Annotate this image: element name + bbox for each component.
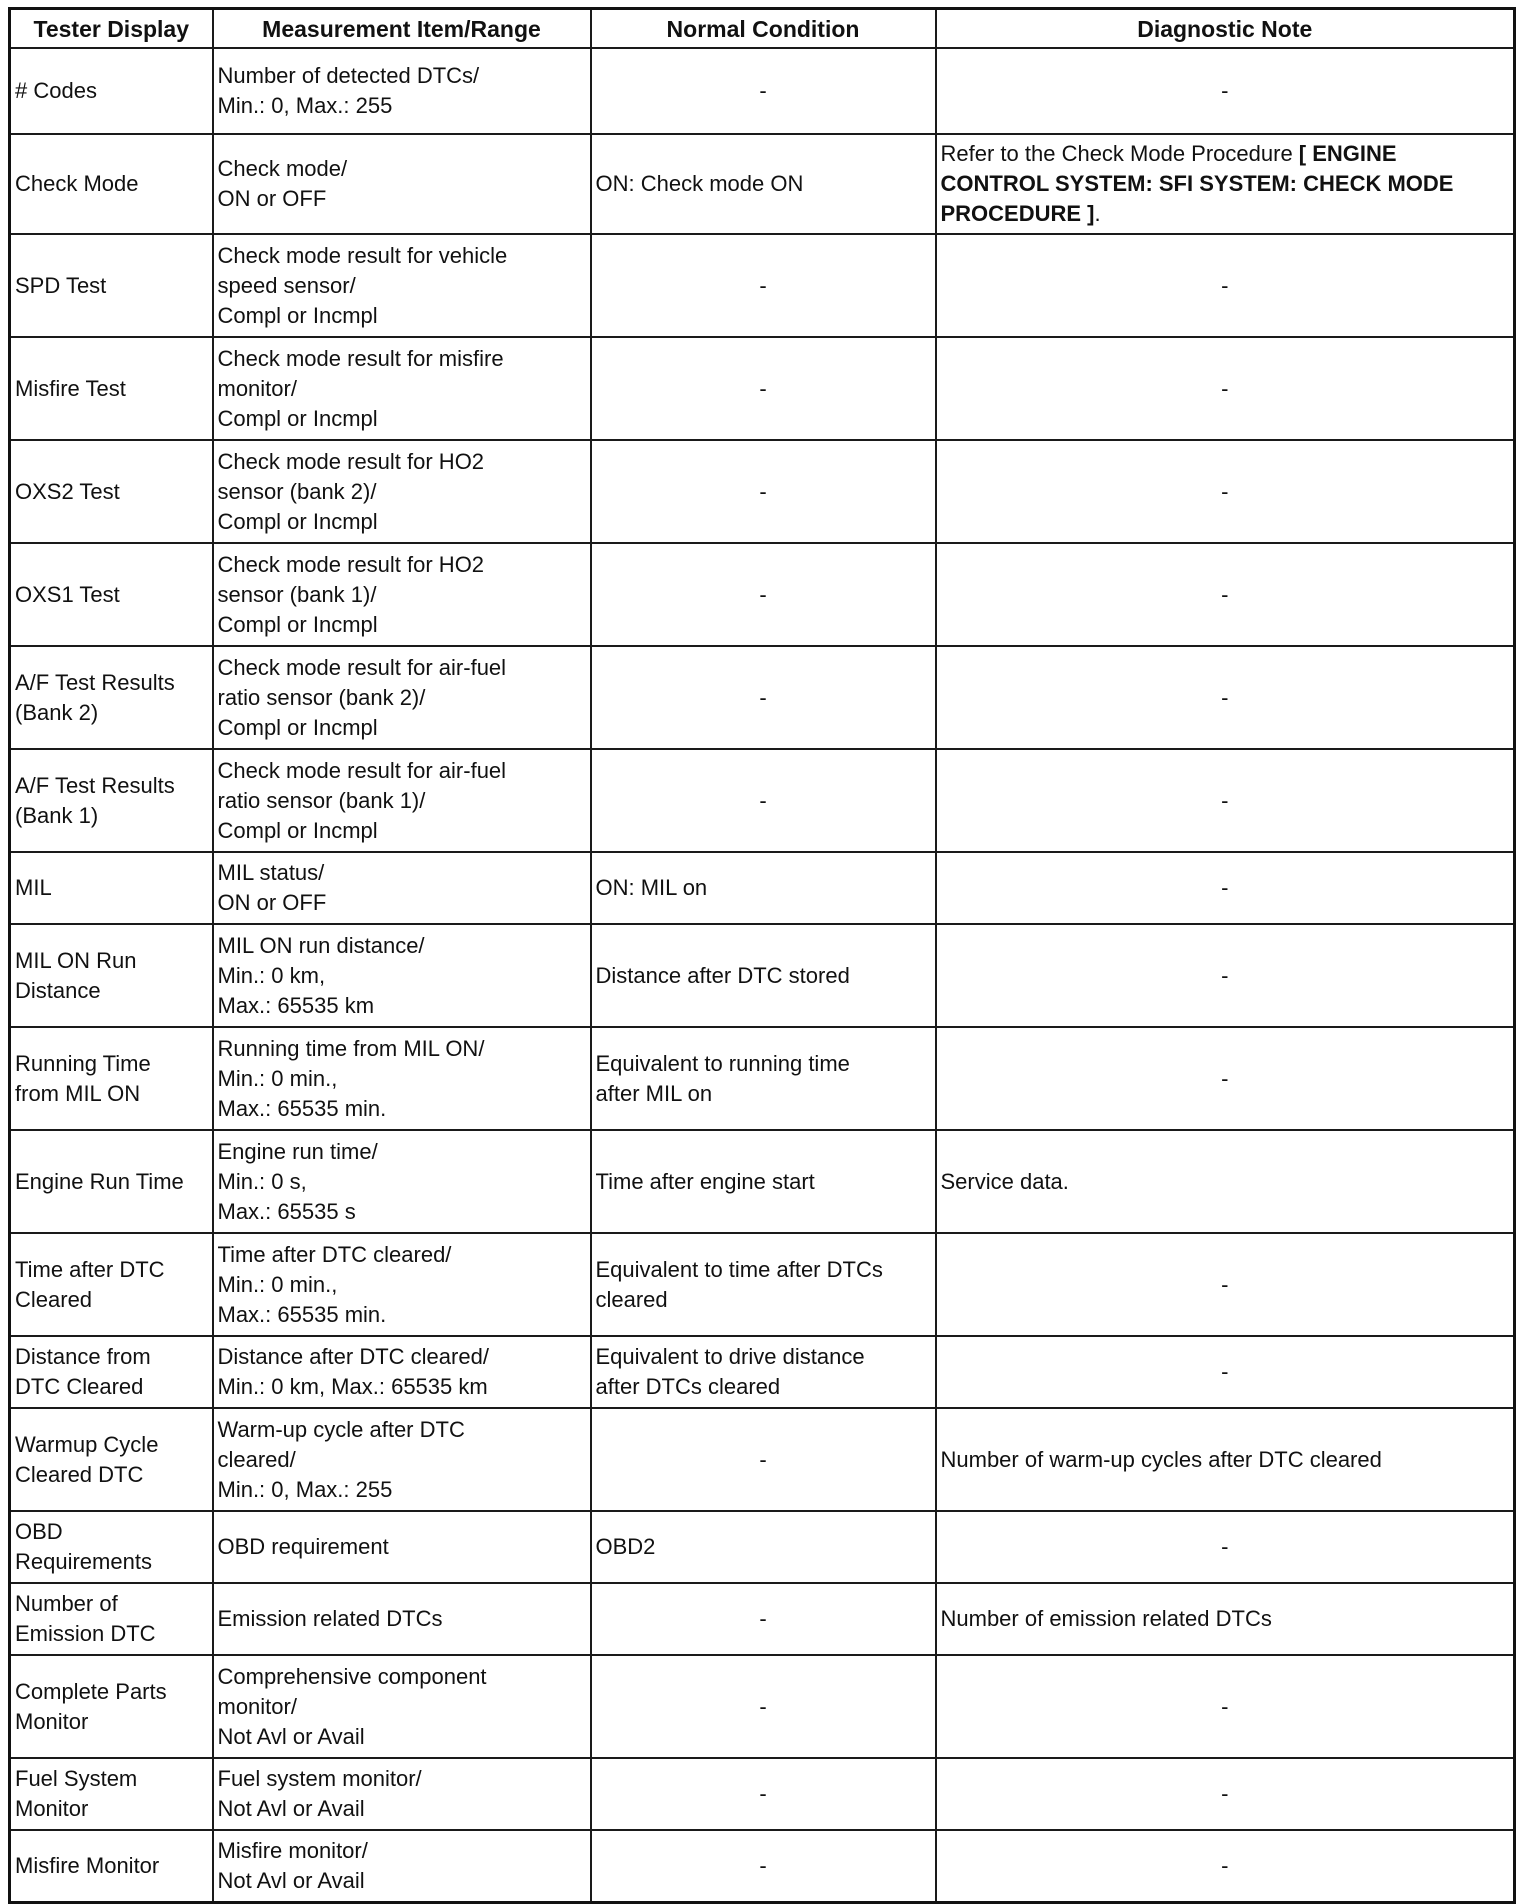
cell-diagnostic-note: Number of emission related DTCs — [936, 1583, 1515, 1655]
cell-measurement-item: Check mode result for air-fuel ratio sensor (bank 2)/ Compl or Incmpl — [213, 646, 591, 749]
spec-table-container — [8, 7, 1513, 1904]
cell-tester-display: Check Mode — [10, 134, 213, 234]
table-body — [10, 48, 1515, 1902]
cell-tester-display: SPD Test — [10, 234, 213, 337]
procedure-reference-link[interactable]: [ ENGINE CONTROL SYSTEM: SFI SYSTEM: CHECK MODE PROCEDURE ] — [940, 141, 1454, 226]
cell-normal-condition: - — [591, 543, 936, 646]
cell-diagnostic-note: - — [936, 1758, 1515, 1830]
cell-diagnostic-note: - — [936, 1233, 1515, 1336]
cell-measurement-item: Engine run time/ Min.: 0 s, Max.: 65535 s — [213, 1130, 591, 1233]
table-row — [10, 852, 1515, 924]
cell-tester-display: Distance from DTC Cleared — [10, 1336, 213, 1408]
cell-diagnostic-note: - — [936, 1027, 1515, 1130]
cell-diagnostic-note: - — [936, 852, 1515, 924]
table-row — [10, 543, 1515, 646]
table-row — [10, 1130, 1515, 1233]
cell-diagnostic-note: - — [936, 440, 1515, 543]
cell-tester-display: # Codes — [10, 48, 213, 134]
cell-measurement-item: MIL status/ ON or OFF — [213, 852, 591, 924]
table-row — [10, 440, 1515, 543]
cell-diagnostic-note: - — [936, 749, 1515, 852]
cell-normal-condition: Distance after DTC stored — [591, 924, 936, 1027]
cell-normal-condition: ON: Check mode ON — [591, 134, 936, 234]
cell-normal-condition: Equivalent to drive distance after DTCs cleared — [591, 1336, 936, 1408]
table-row — [10, 48, 1515, 134]
cell-measurement-item: Check mode result for HO2 sensor (bank 1)/ Compl or Incmpl — [213, 543, 591, 646]
cell-diagnostic-note — [936, 134, 1515, 234]
table-row — [10, 1511, 1515, 1583]
cell-normal-condition: Equivalent to time after DTCs cleared — [591, 1233, 936, 1336]
cell-normal-condition: - — [591, 646, 936, 749]
table-row — [10, 134, 1515, 234]
cell-normal-condition: - — [591, 440, 936, 543]
header-diagnostic-note: Diagnostic Note — [936, 9, 1515, 49]
data-list-table — [8, 7, 1516, 1904]
cell-diagnostic-note: - — [936, 1336, 1515, 1408]
cell-measurement-item: Emission related DTCs — [213, 1583, 591, 1655]
cell-normal-condition: - — [591, 1830, 936, 1902]
cell-normal-condition: Equivalent to running time after MIL on — [591, 1027, 936, 1130]
cell-measurement-item: Number of detected DTCs/ Min.: 0, Max.: 255 — [213, 48, 591, 134]
table-row — [10, 234, 1515, 337]
cell-diagnostic-note: - — [936, 924, 1515, 1027]
cell-diagnostic-note: - — [936, 1830, 1515, 1902]
cell-diagnostic-note: - — [936, 337, 1515, 440]
cell-tester-display: OXS1 Test — [10, 543, 213, 646]
cell-tester-display: A/F Test Results (Bank 1) — [10, 749, 213, 852]
header-tester-display: Tester Display — [10, 9, 213, 49]
note-text: Refer to the Check Mode Procedure — [940, 141, 1299, 166]
note-suffix: . — [1094, 201, 1101, 226]
cell-diagnostic-note: - — [936, 1655, 1515, 1758]
header-measurement-item: Measurement Item/Range — [213, 9, 591, 49]
cell-tester-display: OXS2 Test — [10, 440, 213, 543]
table-row — [10, 924, 1515, 1027]
cell-normal-condition: - — [591, 749, 936, 852]
cell-tester-display: Misfire Monitor — [10, 1830, 213, 1902]
header-row — [10, 9, 1515, 49]
cell-tester-display: Running Time from MIL ON — [10, 1027, 213, 1130]
cell-measurement-item: Running time from MIL ON/ Min.: 0 min., Max.: 65535 min. — [213, 1027, 591, 1130]
table-row — [10, 646, 1515, 749]
cell-measurement-item: Misfire monitor/ Not Avl or Avail — [213, 1830, 591, 1902]
cell-measurement-item: Fuel system monitor/ Not Avl or Avail — [213, 1758, 591, 1830]
cell-tester-display: Time after DTC Cleared — [10, 1233, 213, 1336]
cell-measurement-item: Check mode result for air-fuel ratio sensor (bank 1)/ Compl or Incmpl — [213, 749, 591, 852]
table-row — [10, 1655, 1515, 1758]
cell-tester-display: MIL — [10, 852, 213, 924]
cell-tester-display: Warmup Cycle Cleared DTC — [10, 1408, 213, 1511]
cell-normal-condition: - — [591, 1758, 936, 1830]
cell-tester-display: Misfire Test — [10, 337, 213, 440]
table-row — [10, 1233, 1515, 1336]
cell-measurement-item: Comprehensive component monitor/ Not Avl or Avail — [213, 1655, 591, 1758]
cell-normal-condition: OBD2 — [591, 1511, 936, 1583]
header-normal-condition: Normal Condition — [591, 9, 936, 49]
cell-measurement-item: Check mode/ ON or OFF — [213, 134, 591, 234]
cell-tester-display: Number of Emission DTC — [10, 1583, 213, 1655]
cell-measurement-item: Check mode result for HO2 sensor (bank 2)/ Compl or Incmpl — [213, 440, 591, 543]
table-row — [10, 1830, 1515, 1902]
cell-normal-condition: ON: MIL on — [591, 852, 936, 924]
cell-measurement-item: OBD requirement — [213, 1511, 591, 1583]
table-row — [10, 1027, 1515, 1130]
cell-normal-condition: - — [591, 1655, 936, 1758]
cell-measurement-item: Warm-up cycle after DTC cleared/ Min.: 0, Max.: 255 — [213, 1408, 591, 1511]
cell-normal-condition: - — [591, 337, 936, 440]
table-header — [10, 9, 1515, 49]
cell-diagnostic-note: - — [936, 646, 1515, 749]
cell-diagnostic-note: - — [936, 234, 1515, 337]
cell-normal-condition: - — [591, 1408, 936, 1511]
cell-normal-condition: - — [591, 1583, 936, 1655]
cell-diagnostic-note: - — [936, 1511, 1515, 1583]
cell-normal-condition: - — [591, 48, 936, 134]
cell-normal-condition: Time after engine start — [591, 1130, 936, 1233]
cell-measurement-item: MIL ON run distance/ Min.: 0 km, Max.: 65535 km — [213, 924, 591, 1027]
cell-normal-condition: - — [591, 234, 936, 337]
table-row — [10, 1336, 1515, 1408]
cell-measurement-item: Distance after DTC cleared/ Min.: 0 km, Max.: 65535 km — [213, 1336, 591, 1408]
cell-diagnostic-note: Number of warm-up cycles after DTC cleared — [936, 1408, 1515, 1511]
cell-diagnostic-note: - — [936, 543, 1515, 646]
cell-measurement-item: Check mode result for misfire monitor/ Compl or Incmpl — [213, 337, 591, 440]
cell-measurement-item: Check mode result for vehicle speed sensor/ Compl or Incmpl — [213, 234, 591, 337]
cell-tester-display: Engine Run Time — [10, 1130, 213, 1233]
cell-diagnostic-note: Service data. — [936, 1130, 1515, 1233]
cell-diagnostic-note: - — [936, 48, 1515, 134]
table-row — [10, 1758, 1515, 1830]
table-row — [10, 1583, 1515, 1655]
cell-tester-display: Complete Parts Monitor — [10, 1655, 213, 1758]
cell-tester-display: OBD Requirements — [10, 1511, 213, 1583]
cell-measurement-item: Time after DTC cleared/ Min.: 0 min., Max.: 65535 min. — [213, 1233, 591, 1336]
cell-tester-display: Fuel System Monitor — [10, 1758, 213, 1830]
table-row — [10, 749, 1515, 852]
table-row — [10, 1408, 1515, 1511]
cell-tester-display: MIL ON Run Distance — [10, 924, 213, 1027]
table-row — [10, 337, 1515, 440]
cell-tester-display: A/F Test Results (Bank 2) — [10, 646, 213, 749]
